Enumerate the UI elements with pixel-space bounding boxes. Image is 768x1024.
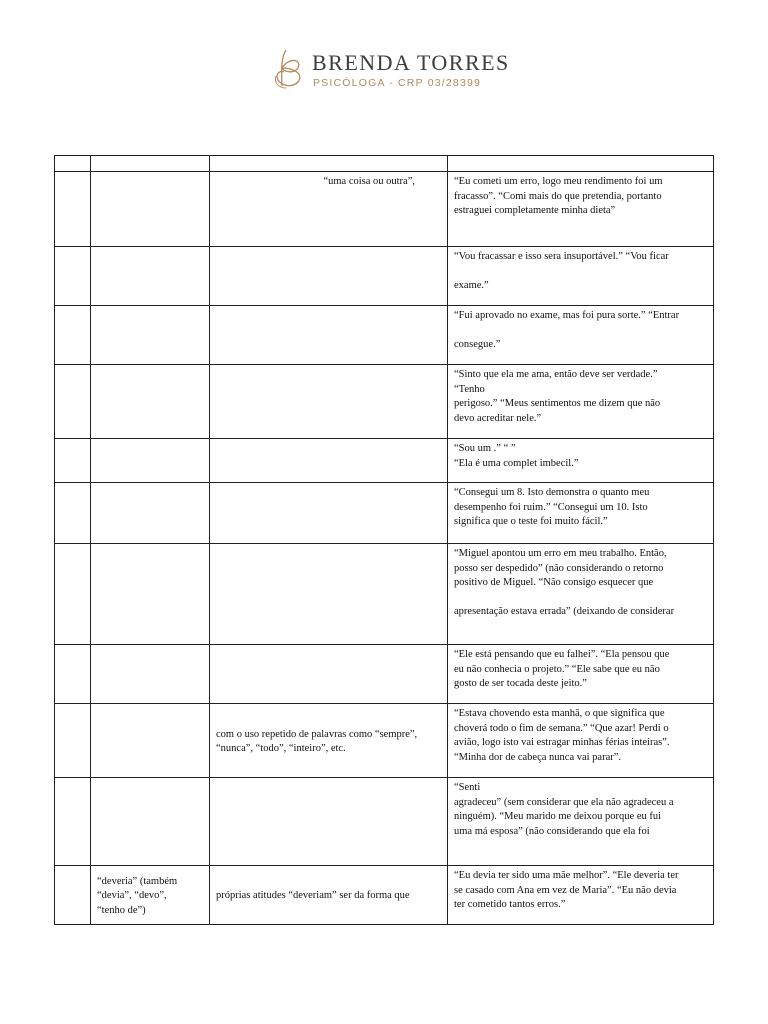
table-cell-1 (55, 439, 91, 483)
table-cell-2 (91, 778, 210, 866)
header-cell (448, 156, 714, 172)
table-row (55, 866, 714, 925)
cell-text-line: “Tenho (454, 383, 485, 395)
table-cell-3 (210, 483, 448, 544)
cell-text-line: “Eu devia ter sido uma mãe melhor”. “Ele deveria ter (454, 870, 679, 881)
table-cell-3 (210, 247, 448, 306)
distortions-table (54, 155, 714, 925)
cell-text-line: “Minha dor de cabeça nunca vai parar”. (454, 751, 622, 763)
cell-text-line: “Vou fracassar e isso sera insuportável.” “Vou ficar (454, 251, 669, 262)
cell-text-line: próprias atitudes “deveriam” ser da forma que (216, 890, 410, 902)
table-cell-4 (448, 365, 714, 439)
cell-text-line: “uma coisa ou outra”, (323, 176, 415, 187)
table-cell-1 (55, 645, 91, 704)
cell-text-line: “Ela é uma complet imbecil.” (454, 457, 579, 469)
cell-text-line: significa que o teste foi muito fácil.” (454, 516, 608, 527)
cell-text-line (454, 324, 707, 339)
header-cell (210, 156, 448, 172)
table-row (55, 247, 714, 306)
table-cell-2 (91, 544, 210, 645)
table-row (55, 704, 714, 778)
brand-subtitle: PSICÓLOGA - CRP 03/28399 (313, 77, 482, 89)
table-cell-1 (55, 483, 91, 544)
table-cell-4 (448, 439, 714, 483)
cell-text-line: “Miguel apontou um erro em meu trabalho. Então, (454, 548, 667, 559)
cell-text-line: perigoso.” “Meus sentimentos me dizem que não (454, 398, 661, 409)
cell-text-line: “Fui aprovado no exame, mas foi pura sorte.” “Entrar (454, 310, 680, 321)
cell-text-line: avião, logo isto vai estragar minhas férias inteiras”. (454, 737, 670, 748)
cell-text-line: eu não conhecia o projeto.” “Ele sabe que eu não (454, 663, 660, 675)
table-cell-2 (91, 645, 210, 704)
table-row (55, 645, 714, 704)
table-cell-1 (55, 306, 91, 365)
table-cell-3 (210, 866, 448, 925)
cell-text-line: “tenho de”) (97, 904, 146, 916)
cell-text-line: “devia”, “devo”, (97, 890, 167, 902)
table-header-row (55, 156, 714, 172)
cell-text-line: desempenho foi ruim.” “Consegui um 10. Isto (454, 501, 648, 513)
table-cell-4 (448, 544, 714, 645)
cell-text-line: “nunca”, “todo”, “inteiro”, etc. (216, 743, 346, 754)
cell-text-line: consegue.” (454, 339, 501, 350)
brand-name: BRENDA TORRES (312, 50, 510, 75)
table-cell-2 (91, 483, 210, 544)
table-cell-3 (210, 544, 448, 645)
cell-text-line: “Consegui um 8. Isto demonstra o quanto meu (454, 487, 650, 498)
table-cell-2 (91, 306, 210, 365)
table-cell-2 (91, 172, 210, 247)
cell-text-line: apresentação estava errada” (deixando de considerar (454, 606, 675, 617)
cell-text-line: “Estava chovendo esta manhã, o que significa que (454, 708, 665, 719)
cell-text-line: agradeceu” (sem considerar que ela não agradeceu a (454, 796, 674, 808)
cell-text-line: “Eu cometi um erro, logo meu rendimento foi um (454, 176, 663, 187)
table-row (55, 306, 714, 365)
table-cell-1 (55, 365, 91, 439)
table-cell-4 (448, 172, 714, 247)
table-cell-3 (210, 439, 448, 483)
letterhead (272, 46, 572, 94)
table-cell-4 (448, 866, 714, 925)
cell-text-line: ter cometido tantos erros.” (454, 899, 566, 910)
brand-monogram-b-icon (272, 46, 312, 90)
table-cell-2 (91, 704, 210, 778)
table-cell-1 (55, 704, 91, 778)
cell-text-line: estraguei completamente minha dieta” (454, 205, 616, 216)
table-cell-3 (210, 645, 448, 704)
table-cell-2 (91, 439, 210, 483)
table-cell-3 (210, 704, 448, 778)
cell-text-line: posso ser despedido” (não considerando o retorno (454, 562, 664, 574)
table-cell-2 (91, 866, 210, 925)
cell-text-line: fracasso”. “Comi mais do que pretendia, portanto (454, 190, 662, 202)
header-cell (55, 156, 91, 172)
table-cell-3 (210, 778, 448, 866)
cell-text-line: choverá todo o fim de semana.” “Que azar! Perdi o (454, 722, 669, 734)
header-cell (91, 156, 210, 172)
cell-text-line: com o uso repetido de palavras como “sempre”, (216, 728, 418, 740)
table-cell-2 (91, 247, 210, 306)
table-cell-3 (210, 172, 448, 247)
table-cell-4 (448, 778, 714, 866)
table-cell-4 (448, 247, 714, 306)
cell-text-line: ninguém). “Meu marido me deixou porque eu fui (454, 811, 662, 822)
table-cell-3 (210, 306, 448, 365)
table-cell-4 (448, 483, 714, 544)
cell-text-line (454, 265, 707, 280)
table-cell-4 (448, 704, 714, 778)
table-cell-3 (210, 365, 448, 439)
table-row (55, 172, 714, 247)
table-row (55, 544, 714, 645)
cell-text-line (454, 591, 707, 606)
table-cell-1 (55, 247, 91, 306)
cell-text-line: “Sinto que ela me ama, então deve ser verdade.” (454, 369, 658, 380)
cell-text-line: “Ele está pensando que eu falhei”. “Ela pensou que (454, 649, 670, 660)
table-cell-1 (55, 778, 91, 866)
cell-text-line: gosto de ser tocada deste jeito.” (454, 678, 587, 689)
cell-text-line: uma má esposa” (não considerando que ela foi (454, 825, 650, 837)
table-row (55, 778, 714, 866)
table-cell-4 (448, 306, 714, 365)
table-row (55, 483, 714, 544)
cell-text-line: exame.” (454, 280, 489, 291)
cell-text-line: “deveria” (também (97, 875, 178, 887)
table-cell-1 (55, 544, 91, 645)
cell-text-line: “Sou um .” “ ” (454, 443, 516, 454)
table-row (55, 439, 714, 483)
cell-text-line: devo acreditar nele.” (454, 412, 542, 424)
cell-text-line: “Senti (454, 782, 481, 793)
table-row (55, 365, 714, 439)
table-cell-1 (55, 866, 91, 925)
cell-text-line: se casado com Ana em vez de Maria”. “Eu não devia (454, 884, 677, 896)
table-cell-4 (448, 645, 714, 704)
table-cell-1 (55, 172, 91, 247)
table-cell-2 (91, 365, 210, 439)
cell-text-line: positivo de Miguel. “Não consigo esquecer que (454, 577, 654, 588)
